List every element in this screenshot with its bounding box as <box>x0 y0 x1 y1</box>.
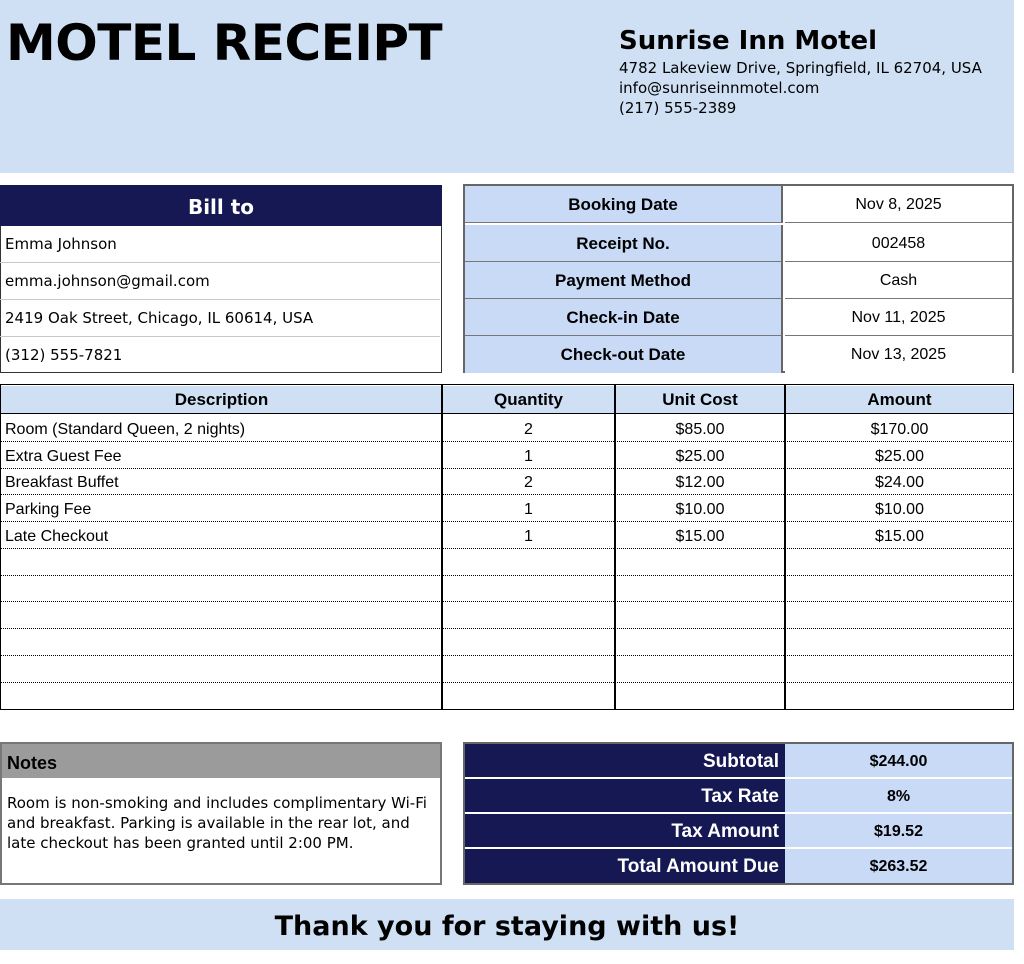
item-quantity: 1 <box>524 501 533 518</box>
item-quantity: 2 <box>524 474 533 491</box>
column-header-unit-cost: Unit Cost <box>616 386 784 414</box>
item-quantity: 1 <box>524 528 533 545</box>
column-header-quantity: Quantity <box>443 386 614 414</box>
total-due-label: Total Amount Due <box>465 849 785 883</box>
column-header-amount: Amount <box>786 386 1013 414</box>
item-amount: $24.00 <box>875 474 924 491</box>
bill-to-email: emma.johnson@gmail.com <box>0 263 440 300</box>
tax-amount-label: Tax Amount <box>465 814 785 848</box>
row-divider <box>0 601 1014 602</box>
item-amount: $10.00 <box>875 501 924 518</box>
booking-date-value: Nov 8, 2025 <box>785 186 1012 223</box>
company-email: info@sunriseinnmotel.com <box>619 79 820 97</box>
item-description: Breakfast Buffet <box>5 474 119 491</box>
company-phone: (217) 555-2389 <box>619 99 737 117</box>
thank-you-footer: Thank you for staying with us! <box>0 899 1014 950</box>
row-divider <box>0 628 1014 629</box>
bill-to-address: 2419 Oak Street, Chicago, IL 60614, USA <box>0 300 440 337</box>
notes-text: Room is non-smoking and includes complimentary Wi-Fi and breakfast. Parking is available in the rear lot, and late checkout has been granted until 2:00 PM. <box>0 778 442 885</box>
receipt-no-label: Receipt No. <box>465 225 783 262</box>
payment-method-label: Payment Method <box>465 262 783 299</box>
item-unit-cost: $15.00 <box>675 528 725 545</box>
notes-heading: Notes <box>0 742 442 778</box>
check-out-value: Nov 13, 2025 <box>785 336 1012 373</box>
item-description: Room (Standard Queen, 2 nights) <box>5 421 246 438</box>
booking-date-label: Booking Date <box>465 186 783 223</box>
subtotal-value: $244.00 <box>785 744 1012 778</box>
bill-to-phone: (312) 555-7821 <box>5 346 123 364</box>
item-description: Late Checkout <box>5 528 109 545</box>
tax-amount-value: $19.52 <box>785 814 1012 848</box>
bill-to-heading: Bill to <box>0 185 442 226</box>
total-due-value: $263.52 <box>785 849 1012 883</box>
item-unit-cost: $10.00 <box>675 501 725 518</box>
item-description: Parking Fee <box>5 501 92 518</box>
payment-method-value: Cash <box>785 262 1012 299</box>
receipt-title: MOTEL RECEIPT <box>6 14 443 72</box>
tax-rate-label: Tax Rate <box>465 779 785 813</box>
item-amount: $25.00 <box>875 448 924 465</box>
subtotal-label: Subtotal <box>465 744 785 778</box>
item-unit-cost: $12.00 <box>675 474 725 491</box>
item-description: Extra Guest Fee <box>5 448 122 465</box>
company-name: Sunrise Inn Motel <box>619 26 878 56</box>
item-unit-cost: $85.00 <box>675 421 725 438</box>
item-quantity: 1 <box>524 448 533 465</box>
check-out-label: Check-out Date <box>465 336 783 373</box>
check-in-label: Check-in Date <box>465 299 783 336</box>
row-divider <box>0 682 1014 683</box>
item-unit-cost: $25.00 <box>675 448 725 465</box>
receipt-no-value: 002458 <box>785 225 1012 262</box>
item-amount: $170.00 <box>870 421 929 438</box>
check-in-value: Nov 11, 2025 <box>785 299 1012 336</box>
tax-rate-value: 8% <box>785 779 1012 813</box>
item-amount: $15.00 <box>875 528 924 545</box>
bill-to-name: Emma Johnson <box>0 226 440 263</box>
company-address: 4782 Lakeview Drive, Springfield, IL 62704, USA <box>619 59 982 77</box>
item-quantity: 2 <box>524 421 533 438</box>
column-header-description: Description <box>1 386 442 414</box>
row-divider <box>0 655 1014 656</box>
row-divider <box>0 575 1014 576</box>
